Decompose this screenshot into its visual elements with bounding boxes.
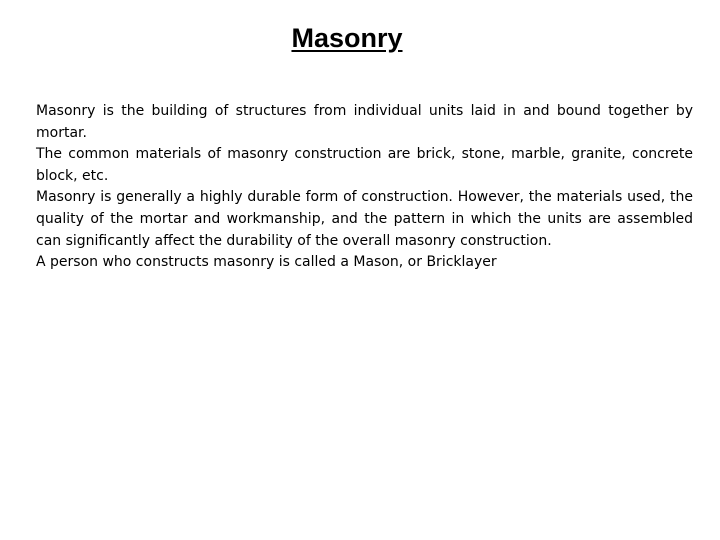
slide-title: Masonry: [291, 23, 403, 53]
paragraph-definition: Masonry is the building of structures from individual units laid in and bound together by mortar.: [36, 103, 693, 141]
paragraph-materials: The common materials of masonry construction are brick, stone, marble, granite, concrete block, etc.: [36, 146, 693, 184]
slide-body: [36, 101, 693, 274]
paragraph-durability: Masonry is generally a highly durable form of construction. However, the materials used, the quality of the mortar and workmanship, and the pattern in which the units are assembled can significantly affect the durability of the overall masonry construction.: [36, 189, 693, 249]
paragraph-mason: A person who constructs masonry is called a Mason, or Bricklayer: [36, 254, 497, 271]
